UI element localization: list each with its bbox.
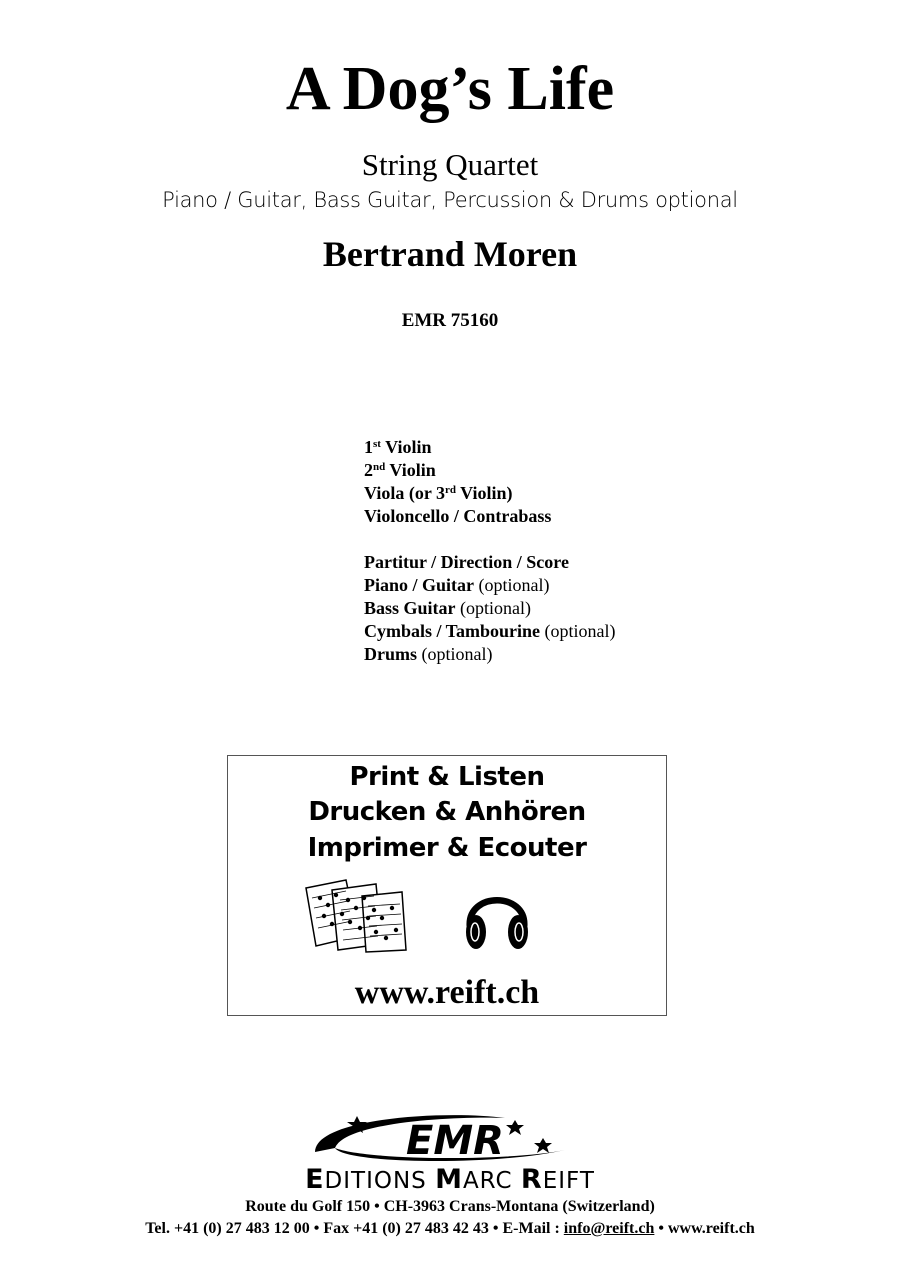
promo-line-en: Print & Listen [349, 762, 545, 792]
composer: Bertrand Moren [322, 234, 578, 274]
parts-list-strings [364, 436, 784, 528]
headphones-icon [462, 878, 532, 954]
part-item: 1st Violin [364, 437, 432, 457]
promo-line-fr: Imprimer & Ecouter [307, 833, 587, 863]
part-item: Violoncello / Contrabass [364, 506, 552, 526]
catalog-number: EMR 75160 [401, 310, 499, 331]
logo-text: EMR [406, 1118, 504, 1164]
part-item: Viola (or 3rd Violin) [364, 483, 513, 503]
part-item: Bass Guitar (optional) [364, 598, 531, 618]
part-item: Cymbals / Tambourine (optional) [364, 621, 616, 641]
instrumentation: Piano / Guitar, Bass Guitar, Percussion & Drums optional [162, 188, 738, 212]
subtitle: String Quartet [361, 147, 539, 182]
emr-logo [305, 1108, 595, 1168]
print-listen-box [227, 755, 667, 1016]
sheet-music-icon [302, 878, 410, 954]
part-item: Piano / Guitar (optional) [364, 575, 550, 595]
part-item: 2nd Violin [364, 460, 436, 480]
part-item: Drums (optional) [364, 644, 493, 664]
publisher-address: Route du Golf 150 • CH-3963 Crans-Montana (Switzerland) [245, 1198, 655, 1215]
publisher-name: EDITIONS MARC REIFT [305, 1164, 595, 1195]
parts-list-score [364, 551, 784, 666]
publisher-contact [0, 1219, 900, 1239]
part-item: Partitur / Direction / Score [364, 552, 569, 572]
promo-website: www.reift.ch [354, 974, 540, 1011]
email-link[interactable]: info@reift.ch [563, 1220, 655, 1237]
promo-line-de: Drucken & Anhören [308, 797, 586, 827]
contact-phone-fax: Tel. +41 (0) 27 483 12 00 • Fax +41 (0) 27 483 42 43 • E-Mail : [145, 1220, 564, 1237]
page-title: A Dog’s Life [285, 55, 615, 123]
contact-website: • www.reift.ch [654, 1220, 755, 1237]
